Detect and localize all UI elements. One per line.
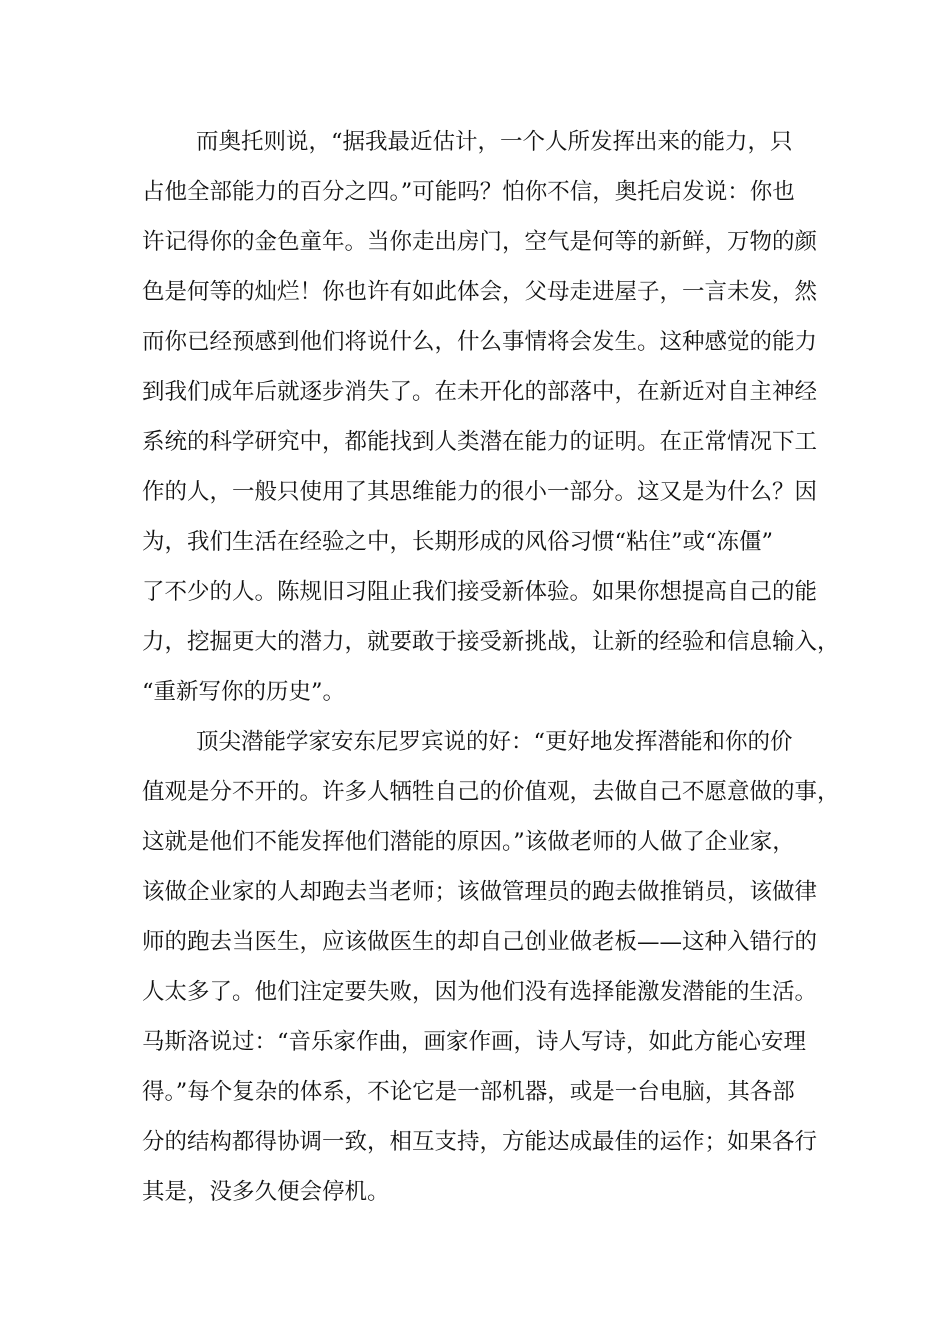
text-line: 人太多了。他们注定要失败，因为他们没有选择能激发潜能的生活。 [142,979,818,1005]
text-line: 色是何等的灿烂！你也许有如此体会，父母走进屋子，一言未发，然 [142,279,818,305]
text-line: 顶尖潜能学家安东尼罗宾说的好：“更好地发挥潜能和你的价 [196,729,793,755]
text-line: 系统的科学研究中，都能找到人类潜在能力的证明。在正常情况下工 [142,429,818,455]
text-line: 值观是分不开的。许多人牺牲自己的价值观，去做自己不愿意做的事， [142,779,840,805]
text-line: 该做企业家的人却跑去当老师；该做管理员的跑去做推销员，该做律 [142,879,818,905]
text-line: “重新写你的历史”。 [142,679,346,705]
text-line: 而你已经预感到他们将说什么，什么事情将会发生。这种感觉的能力 [142,329,818,355]
text-line: 马斯洛说过：“音乐家作曲，画家作画，诗人写诗，如此方能心安理 [142,1029,807,1055]
text-line: 这就是他们不能发挥他们潜能的原因。”该做老师的人做了企业家， [142,829,795,855]
text-line: 师的跑去当医生，应该做医生的却自己创业做老板——这种入错行的 [142,929,818,955]
text-line: 其是，没多久便会停机。 [142,1179,390,1205]
text-line: 到我们成年后就逐步消失了。在未开化的部落中，在新近对自主神经 [142,379,818,405]
text-line: 为，我们生活在经验之中，长期形成的风俗习惯“粘住”或“冻僵” [142,529,774,555]
text-line: 占他全部能力的百分之四。”可能吗？怕你不信，奥托启发说：你也 [142,179,795,205]
text-line: 得。”每个复杂的体系，不论它是一部机器，或是一台电脑，其各部 [142,1079,795,1105]
text-line: 作的人，一般只使用了其思维能力的很小一部分。这又是为什么？因 [142,479,818,505]
text-line: 许记得你的金色童年。当你走出房门，空气是何等的新鲜，万物的颜 [142,229,818,255]
text-line: 了不少的人。陈规旧习阻止我们接受新体验。如果你想提高自己的能 [142,579,818,605]
text-line: 分的结构都得协调一致，相互支持，方能达成最佳的运作；如果各行 [142,1129,818,1155]
text-line: 而奥托则说，“据我最近估计，一个人所发挥出来的能力，只 [196,129,793,155]
text-line: 力，挖掘更大的潜力，就要敢于接受新挑战，让新的经验和信息输入， [142,629,840,655]
